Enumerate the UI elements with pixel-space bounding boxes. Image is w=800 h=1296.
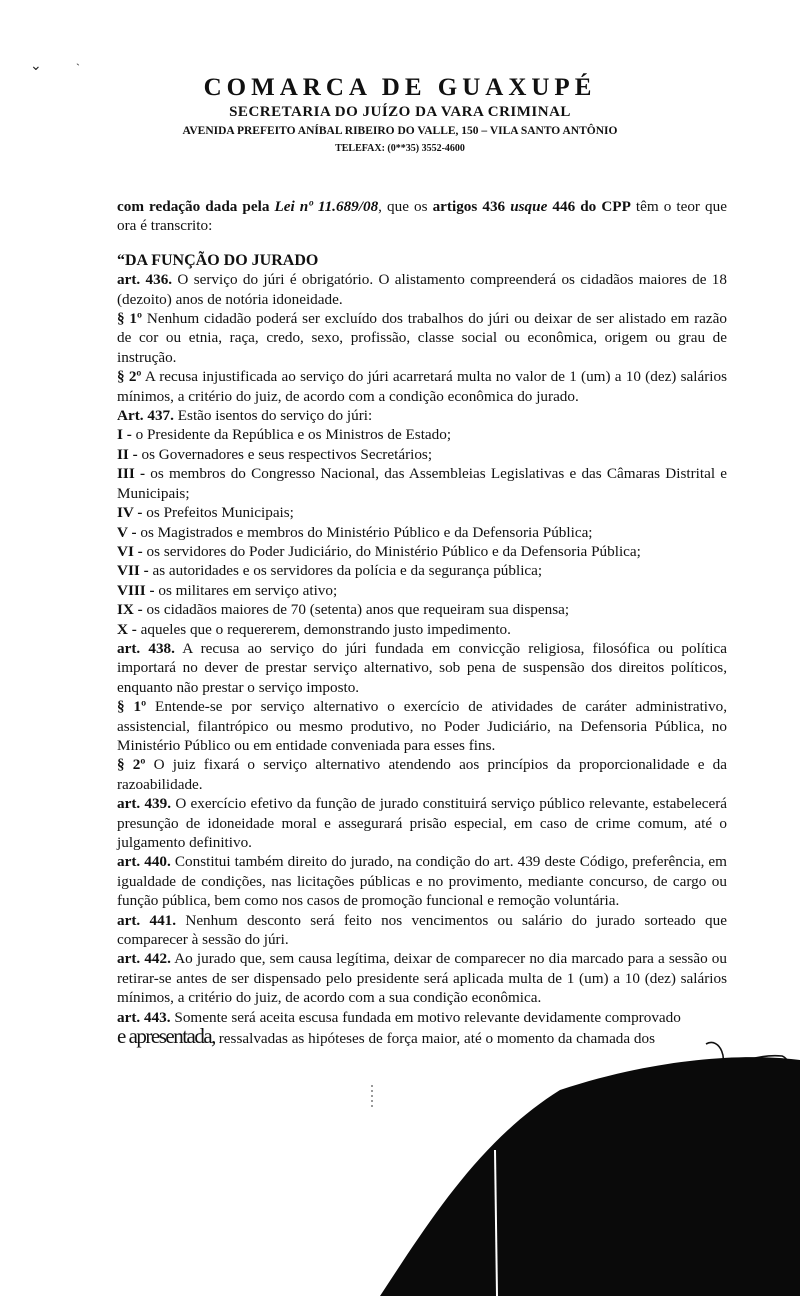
article-text: os Governadores e seus respectivos Secretários; (137, 445, 433, 463)
article-label: art. 443. (117, 1008, 171, 1026)
articles-reference: artigos 436 (432, 198, 511, 215)
article-text: A recusa injustificada ao serviço do júri acarretará multa no valor de 1 (um) a 10 (dez) salários mínimos, a critério do juiz, de acordo com a condição econômica do jurado. (117, 368, 727, 405)
article-label: art. 436. (117, 271, 173, 289)
court-address: AVENIDA PREFEITO ANÍBAL RIBEIRO DO VALLE, 150 – VILA SANTO ANTÔNIO (182, 125, 618, 137)
article-label: art. 442. (117, 950, 171, 968)
cpp-reference: 446 do CPP (547, 198, 631, 215)
article-text: os cidadãos maiores de 70 (setenta) anos que requeiram sua dispensa; (142, 601, 570, 619)
article-text: Estão isentos do serviço do júri: (173, 407, 373, 425)
article-label: VII - (117, 562, 149, 580)
article-label: VI - (117, 542, 143, 560)
article-text: os militares em serviço ativo; (154, 581, 338, 599)
article-text: os servidores do Poder Judiciário, do Ministério Público e da Defensoria Pública; (142, 542, 641, 560)
article-text: aqueles que o requererem, demonstrando justo impedimento. (136, 620, 511, 638)
article-text: Ao jurado que, sem causa legítima, deixar de comparecer no dia marcado para a sessão ou retirar-se antes de ser dispensado pelo presidente será aplicada multa de 1 (um) a 10 (dez) salários mínimos, a critério do juiz, de acordo com a sua condição econômica. (117, 950, 727, 1007)
article-text: Somente será aceita escusa fundada em motivo relevante devidamente comprovado (170, 1008, 681, 1026)
intro-text: têm o teor que ora é transcrito: (117, 198, 727, 235)
article-label: V - (117, 523, 137, 541)
article-label: art. 441. (117, 911, 177, 929)
article-text: os Prefeitos Municipais; (142, 504, 294, 522)
article-label: I - (117, 426, 132, 444)
law-reference: Lei nº 11.689/08 (274, 198, 379, 215)
article-label: art. 438. (117, 639, 175, 657)
article-label: IX - (117, 601, 143, 619)
court-phone: TELEFAX: (0**35) 3552-4600 (335, 143, 465, 154)
article-label: § 2º (117, 756, 146, 774)
article-label: § 1º (117, 698, 147, 716)
article-text: o Presidente da República e os Ministros de Estado; (131, 426, 452, 444)
article-label: § 1º (117, 310, 143, 328)
article-label: X - (117, 620, 137, 638)
article-label: art. 440. (117, 853, 171, 871)
article-text: O exercício efetivo da função de jurado constituirá serviço público relevante, estabelecerá presunção de idoneidade moral e assegurará prisão especial, em caso de crime comum, até o julgamento definitivo. (117, 795, 727, 851)
intro-text: com redação dada pela (117, 198, 275, 215)
usque-word: usque (510, 198, 548, 215)
article-label: § 2º (117, 368, 142, 386)
article-text: O serviço do júri é obrigatório. O alistamento compreenderá os cidadãos maiores de 18 (dezoito) anos de notória idoneidade. (117, 271, 727, 308)
stretched-text: e apresentada, (117, 1024, 215, 1049)
article-label: II - (117, 445, 138, 463)
last-line-text: ressalvadas as hipóteses de força maior, até o momento da chamada dos (214, 1030, 656, 1048)
article-label: III - (117, 465, 146, 483)
article-text: Nenhum desconto será feito nos vencimentos ou salário do jurado sorteado que comparecer à sessão do júri. (117, 911, 727, 949)
court-title: COMARCA DE GUAXUPÉ (203, 74, 597, 101)
article-text: A recusa ao serviço do júri fundada em convicção religiosa, filosófica ou política importará no dever de prestar serviço alternativo, sob pena de suspensão dos direitos políticos, enquanto não prestar o serviço imposto. (117, 639, 727, 696)
scan-mark: ˎ (76, 52, 80, 66)
article-text: os membros do Congresso Nacional, das Assembleias Legislativas e das Câmaras Distrital e Municipais; (117, 465, 727, 502)
section-heading: “DA FUNÇÃO DO JURADO (117, 251, 319, 269)
article-text: Constitui também direito do jurado, na condição do art. 439 deste Código, preferência, em igualdade de condições, nas licitações públicas e no provimento, mediante concurso, de cargo ou função pública, bem como nos casos de promoção funcional e remoção voluntária. (117, 853, 727, 910)
scan-mark: ⌄ (30, 59, 42, 74)
article-label: Art. 437. (117, 407, 174, 425)
article-label: VIII - (117, 581, 155, 599)
article-text: os Magistrados e membros do Ministério Público e da Defensoria Pública; (136, 523, 593, 541)
article-text: as autoridades e os servidores da polícia e da segurança pública; (148, 562, 543, 580)
intro-text: , que os (378, 198, 433, 215)
article-text: Entende-se por serviço alternativo o exercício de atividades de caráter administrativo, assistencial, filantrópico ou mesmo produtivo, no Poder Judiciário, na Defensoria Pública, no Ministério Público ou em entidade conveniada para esses fins. (117, 698, 728, 754)
article-text: Nenhum cidadão poderá ser excluído dos trabalhos do júri ou deixar de ser alistado em razão de cor ou etnia, raça, credo, sexo, profissão, classe social ou econômica, origem ou grau de instrução. (117, 310, 727, 366)
article-label: art. 439. (117, 795, 172, 813)
court-subtitle: SECRETARIA DO JUÍZO DA VARA CRIMINAL (229, 104, 571, 120)
article-text: O juiz fixará o serviço alternativo atendendo aos princípios da proporcionalidade e da razoabilidade. (117, 756, 728, 793)
article-label: IV - (117, 504, 143, 522)
